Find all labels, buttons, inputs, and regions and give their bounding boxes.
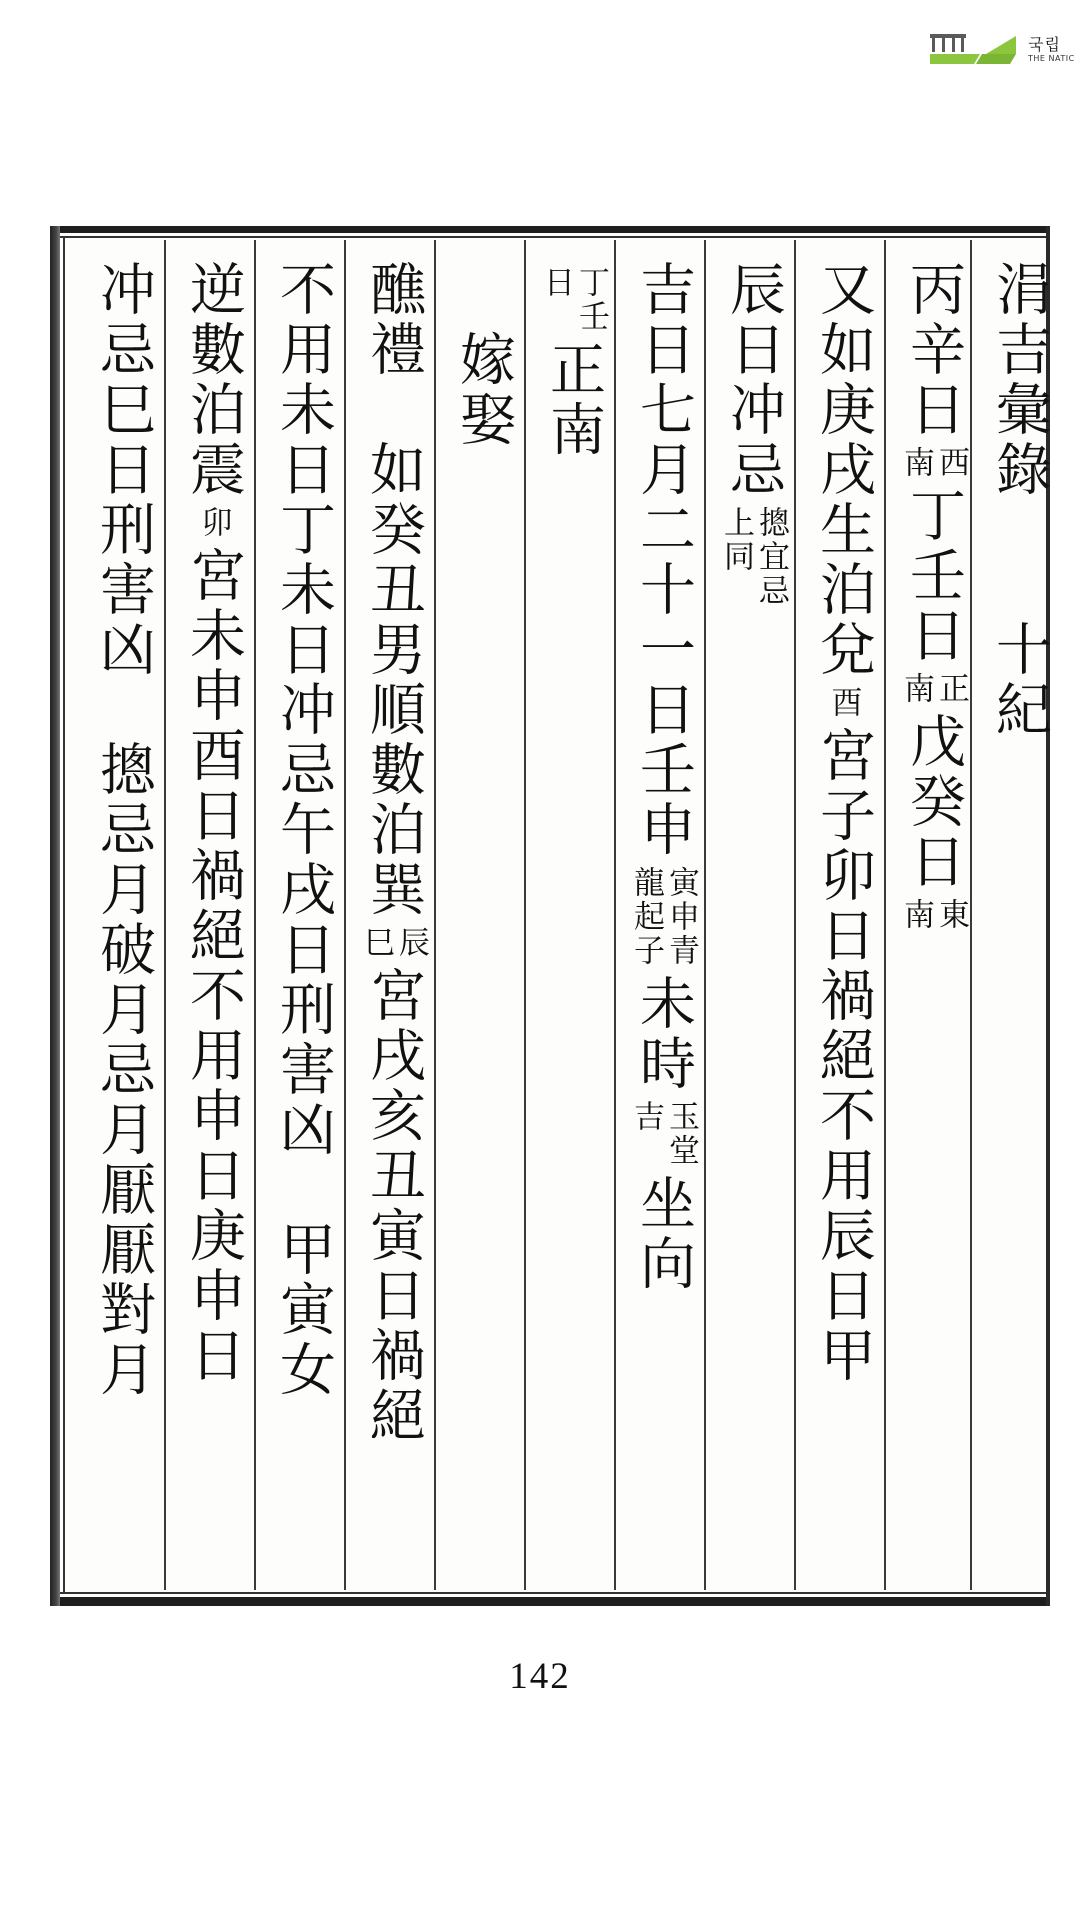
main-text: 正南	[541, 340, 606, 460]
annotation-right: 玉堂	[663, 1100, 699, 1168]
main-text: 吉日七月二十一日壬申	[631, 260, 696, 860]
text-column	[352, 240, 434, 1580]
text-column	[622, 240, 704, 1580]
text-column	[442, 240, 524, 1580]
border-bottom-inner	[50, 1592, 1050, 1594]
border-left-inner	[63, 238, 65, 1594]
border-left	[50, 226, 60, 1606]
annotation-pair	[628, 1100, 699, 1168]
main-text: 嫁娶	[451, 330, 516, 450]
annotation-left: 南	[898, 898, 934, 932]
annotation-pair	[718, 506, 789, 608]
text-column	[978, 240, 1060, 1580]
main-text: 未時	[631, 974, 696, 1094]
text-column	[172, 240, 254, 1580]
library-logo-icon	[930, 32, 1020, 66]
annotation-pair	[898, 446, 969, 480]
annotation-pair	[538, 266, 609, 334]
main-text: 宮戌亥丑寅日禍絕	[361, 966, 426, 1446]
border-top	[60, 226, 1050, 233]
annotation-left: 上同	[718, 506, 754, 574]
column-divider	[794, 240, 796, 1590]
annotation-left: 巳	[358, 926, 394, 960]
text-column	[82, 240, 164, 1580]
annotation-right: 寅申青	[663, 866, 699, 968]
annotation-left: 龍起子	[628, 866, 664, 968]
border-top-inner	[60, 236, 1050, 238]
annotation-left: 吉	[628, 1100, 664, 1134]
column-divider	[344, 240, 346, 1590]
annotation-left: 南	[898, 446, 934, 480]
annotation-right: 正	[933, 672, 969, 706]
column-divider	[524, 240, 526, 1590]
annotation-right: 西	[933, 446, 969, 480]
annotation-right: 丁壬	[573, 266, 609, 334]
main-text: 丁壬日	[901, 486, 966, 666]
main-text: 醮禮 如癸丑男順數泊巽	[361, 260, 426, 920]
logo-korean-text: 국립	[1028, 35, 1061, 54]
column-divider	[884, 240, 886, 1590]
annotation-text: 卯	[195, 506, 232, 540]
main-text: 宮未申酉日禍絕不用申日庚申日	[181, 546, 246, 1386]
column-divider	[164, 240, 166, 1590]
text-column	[802, 240, 884, 1580]
annotation-left: 南	[898, 672, 934, 706]
text-column	[532, 240, 614, 1580]
column-divider	[434, 240, 436, 1590]
scanned-book-page	[50, 226, 1050, 1606]
main-text: 又如庚戌生泊兌	[811, 260, 876, 680]
main-text: 宮子卯日禍絕不用辰日甲	[811, 726, 876, 1386]
annotation-text: 酉	[825, 686, 862, 720]
page-number: 142	[509, 1656, 571, 1697]
annotation-right: 摠宜忌	[753, 506, 789, 608]
main-text: 坐向	[631, 1174, 696, 1294]
main-text: 冲忌巳日刑害凶 摠忌月破月忌月厭厭對月	[91, 260, 156, 1400]
annotation-right: 辰	[393, 926, 429, 960]
main-text: 丙辛日	[901, 260, 966, 440]
main-text: 逆數泊震	[181, 260, 246, 500]
column-divider	[614, 240, 616, 1590]
column-divider	[254, 240, 256, 1590]
main-text: 涓吉彙錄	[987, 260, 1052, 500]
main-text: 十紀	[987, 620, 1052, 740]
annotation-pair	[358, 926, 429, 960]
annotation-left: 日	[538, 266, 574, 300]
annotation-pair	[898, 672, 969, 706]
main-text: 辰日冲忌	[721, 260, 786, 500]
text-column	[262, 240, 344, 1580]
logo-english-text: THE NATIC	[1028, 54, 1075, 63]
annotation-right: 東	[933, 898, 969, 932]
text-column	[712, 240, 794, 1580]
annotation-pair	[898, 898, 969, 932]
main-text: 戊癸日	[901, 712, 966, 892]
border-bottom	[50, 1597, 1050, 1606]
annotation-pair	[628, 866, 699, 968]
column-divider	[704, 240, 706, 1590]
text-column	[892, 240, 974, 1580]
library-logo	[930, 30, 1075, 70]
main-text: 不用未日丁未日冲忌午戌日刑害凶 甲寅女	[271, 260, 336, 1400]
